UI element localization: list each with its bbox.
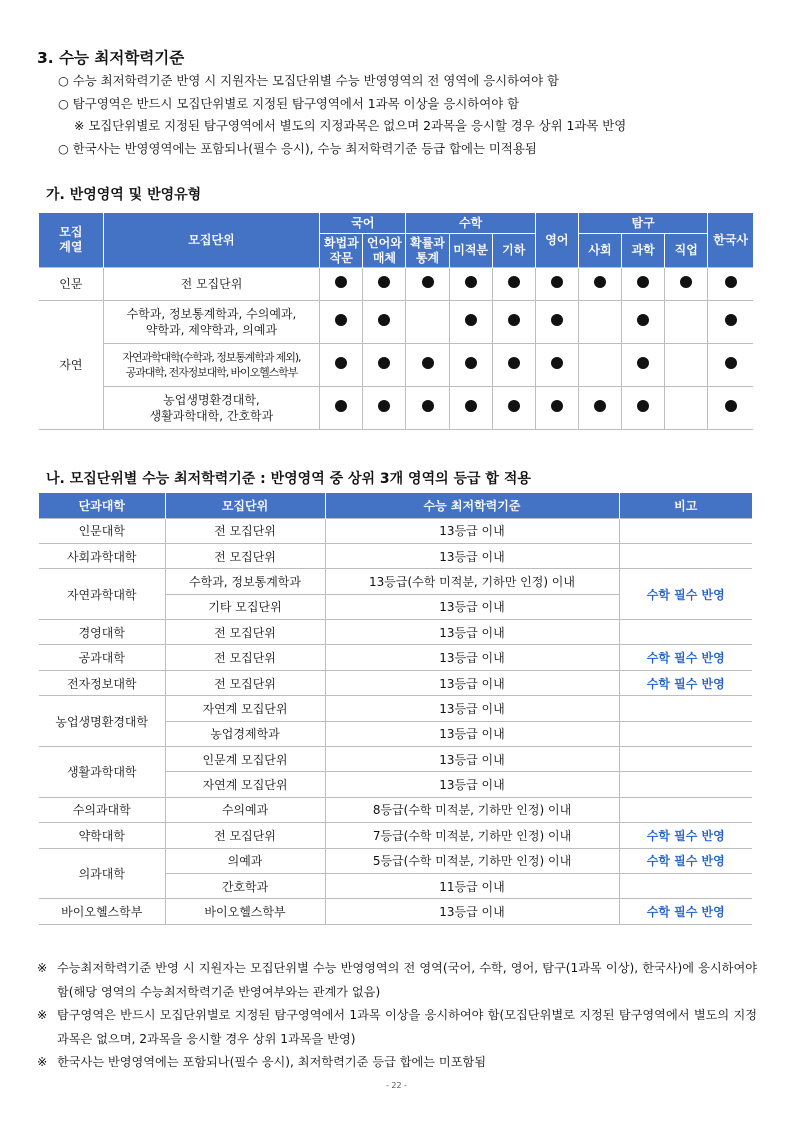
mark-cell <box>535 268 578 301</box>
mark-cell <box>363 387 406 430</box>
criteria-cell: 13등급 이내 <box>325 670 619 695</box>
header-korean-sub: 언어와 매체 <box>363 234 406 268</box>
filled-circle-icon <box>422 357 434 369</box>
criteria-cell: 13등급 이내 <box>325 645 619 670</box>
filled-circle-icon <box>551 400 563 412</box>
note-cell <box>619 543 752 568</box>
college-cell: 경영대학 <box>39 620 165 645</box>
header-math-sub: 확률과 통계 <box>406 234 449 268</box>
footnote-item <box>37 1051 757 1075</box>
table-row <box>39 387 753 430</box>
mark-cell <box>406 387 449 430</box>
mark-cell <box>449 301 492 344</box>
mark-cell <box>320 344 363 387</box>
table-row <box>39 344 753 387</box>
header-history: 한국사 <box>708 213 753 268</box>
college-cell: 약학대학 <box>39 823 165 848</box>
college-cell: 의과대학 <box>39 848 165 899</box>
footnote-text: 탐구영역은 반드시 모집단위별로 지정된 탐구영역에서 1과목 이상을 응시하여야 함(모집단위별로 지정된 탐구영역에서 별도의 지정과목은 없으며, 2과목을 응시할 경우 상위 1과목을 반영) <box>57 1008 757 1046</box>
filled-circle-icon <box>465 276 477 288</box>
note-cell: 수학 필수 반영 <box>619 645 752 670</box>
unit-cell: 수의예과 <box>165 797 325 822</box>
criteria-cell: 11등급 이내 <box>325 873 619 898</box>
criteria-cell: 13등급 이내 <box>325 594 619 619</box>
mark-cell <box>363 268 406 301</box>
criteria-cell: 13등급 이내 <box>325 747 619 772</box>
filled-circle-icon <box>551 276 563 288</box>
note-cell <box>619 518 752 543</box>
unit-cell: 전 모집단위 <box>165 543 325 568</box>
mark-cell <box>708 268 753 301</box>
filled-circle-icon <box>335 357 347 369</box>
table-row <box>39 301 753 344</box>
filled-circle-icon <box>637 400 649 412</box>
reflection-area-table <box>39 212 753 430</box>
unit-cell: 전 모집단위 <box>165 518 325 543</box>
mark-cell <box>578 387 621 430</box>
college-cell: 전자정보대학 <box>39 670 165 695</box>
mark-cell <box>449 387 492 430</box>
criteria-cell: 13등급 이내 <box>325 620 619 645</box>
criteria-cell: 13등급 이내 <box>325 899 619 924</box>
filled-circle-icon <box>422 400 434 412</box>
footnotes <box>37 957 757 1075</box>
header-category: 모집 계열 <box>39 213 103 268</box>
filled-circle-icon <box>378 357 390 369</box>
header-unit: 모집단위 <box>103 213 320 268</box>
mark-cell <box>578 344 621 387</box>
table-row <box>39 569 752 594</box>
table-row <box>39 696 752 721</box>
mark-cell <box>622 268 665 301</box>
criteria-cell: 13등급 이내 <box>325 772 619 797</box>
mark-cell <box>622 387 665 430</box>
table-row <box>39 543 752 568</box>
mark-cell <box>492 387 535 430</box>
filled-circle-icon <box>465 400 477 412</box>
bullet-item: ○ 탐구영역은 반드시 모집단위별로 지정된 탐구영역에서 1과목 이상을 응시하여야 함 <box>58 95 520 111</box>
header-korean-sub: 화법과 작문 <box>320 234 363 268</box>
footnote-text: 한국사는 반영영역에는 포함되나(필수 응시), 최저학력기준 등급 합에는 미포함됨 <box>57 1055 487 1069</box>
mark-cell <box>535 387 578 430</box>
filled-circle-icon <box>508 357 520 369</box>
filled-circle-icon <box>725 400 737 412</box>
filled-circle-icon <box>378 400 390 412</box>
unit-cell: 전 모집단위 <box>165 823 325 848</box>
college-cell: 바이오헬스학부 <box>39 899 165 924</box>
header-inquiry-sub: 사회 <box>578 234 621 268</box>
mark-cell <box>406 301 449 344</box>
mark-cell <box>492 344 535 387</box>
criteria-cell: 7등급(수학 미적분, 기하만 인정) 이내 <box>325 823 619 848</box>
filled-circle-icon <box>508 276 520 288</box>
table-row <box>39 268 753 301</box>
header-korean: 국어 <box>320 213 406 234</box>
mark-cell <box>320 301 363 344</box>
mark-cell <box>449 268 492 301</box>
note-cell <box>619 620 752 645</box>
filled-circle-icon <box>725 276 737 288</box>
table-row <box>39 797 752 822</box>
criteria-cell: 13등급(수학 미적분, 기하만 인정) 이내 <box>325 569 619 594</box>
unit-cell: 수학과, 정보통계학과, 수의예과, 약학과, 제약학과, 의예과 <box>103 301 320 344</box>
table-row <box>39 645 752 670</box>
unit-cell: 전 모집단위 <box>165 645 325 670</box>
header-math-sub: 기하 <box>492 234 535 268</box>
note-cell <box>619 873 752 898</box>
header-math-sub: 미적분 <box>449 234 492 268</box>
reference-mark: ※ <box>37 961 48 975</box>
unit-cell: 간호학과 <box>165 873 325 898</box>
header-note: 비고 <box>619 493 752 518</box>
mark-cell <box>665 387 708 430</box>
filled-circle-icon <box>637 357 649 369</box>
mark-cell <box>665 344 708 387</box>
note-cell <box>619 696 752 721</box>
unit-cell: 자연계 모집단위 <box>165 772 325 797</box>
table-b-title: 나. 모집단위별 수능 최저학력기준 : 반영영역 중 상위 3개 영역의 등급 합 적용 <box>46 471 531 487</box>
unit-cell: 자연계 모집단위 <box>165 696 325 721</box>
mark-cell <box>665 301 708 344</box>
mark-cell <box>535 301 578 344</box>
mark-cell <box>622 301 665 344</box>
mark-cell <box>363 301 406 344</box>
criteria-cell: 5등급(수학 미적분, 기하만 인정) 이내 <box>325 848 619 873</box>
criteria-bullets <box>58 70 626 160</box>
category-cell: 인문 <box>39 268 103 301</box>
criteria-cell: 8등급(수학 미적분, 기하만 인정) 이내 <box>325 797 619 822</box>
unit-cell: 전 모집단위 <box>103 268 320 301</box>
college-cell: 수의과대학 <box>39 797 165 822</box>
header-inquiry: 탐구 <box>578 213 707 234</box>
filled-circle-icon <box>725 314 737 326</box>
criteria-cell: 13등급 이내 <box>325 696 619 721</box>
table-row <box>39 747 752 772</box>
college-cell: 사회과학대학 <box>39 543 165 568</box>
note-cell: 수학 필수 반영 <box>619 670 752 695</box>
bullet-subnote: ※ 모집단위별로 지정된 탐구영역에서 별도의 지정과목은 없으며 2과목을 응시할 경우 상위 1과목 반영 <box>74 118 627 133</box>
header-english: 영어 <box>535 213 578 268</box>
header-criteria: 수능 최저학력기준 <box>325 493 619 518</box>
filled-circle-icon <box>378 314 390 326</box>
college-cell: 공과대학 <box>39 645 165 670</box>
filled-circle-icon <box>465 357 477 369</box>
header-inquiry-sub: 과학 <box>622 234 665 268</box>
mark-cell <box>406 268 449 301</box>
category-cell: 자연 <box>39 301 103 430</box>
header-math: 수학 <box>406 213 535 234</box>
footnote-text: 수능최저학력기준 반영 시 지원자는 모집단위별 수능 반영영역의 전 영역(국어, 수학, 영어, 탐구(1과목 이상), 한국사)에 응시하여야 함(해당 영역의 수능최저학력기준 반영여부와는 관계가 없음) <box>57 961 757 999</box>
footnote-item <box>37 1004 757 1051</box>
mark-cell <box>406 344 449 387</box>
mark-cell <box>578 301 621 344</box>
filled-circle-icon <box>335 400 347 412</box>
mark-cell <box>363 344 406 387</box>
note-cell: 수학 필수 반영 <box>619 899 752 924</box>
filled-circle-icon <box>637 276 649 288</box>
mark-cell <box>622 344 665 387</box>
filled-circle-icon <box>551 314 563 326</box>
filled-circle-icon <box>508 314 520 326</box>
reference-mark: ※ <box>37 1055 48 1069</box>
mark-cell <box>708 387 753 430</box>
mark-cell <box>708 344 753 387</box>
unit-cell: 자연과학대학(수학과, 정보통계학과 제외), 공과대학, 전자정보대학, 바이오헬스학부 <box>103 344 320 387</box>
filled-circle-icon <box>637 314 649 326</box>
table-row <box>39 848 752 873</box>
footnote-item <box>37 957 757 1004</box>
unit-cell: 바이오헬스학부 <box>165 899 325 924</box>
filled-circle-icon <box>508 400 520 412</box>
filled-circle-icon <box>551 357 563 369</box>
college-cell: 자연과학대학 <box>39 569 165 620</box>
table-row <box>39 518 752 543</box>
header-unit: 모집단위 <box>165 493 325 518</box>
filled-circle-icon <box>422 276 434 288</box>
criteria-cell: 13등급 이내 <box>325 518 619 543</box>
table-row <box>39 823 752 848</box>
college-cell: 생활과학대학 <box>39 747 165 798</box>
filled-circle-icon <box>725 357 737 369</box>
reference-mark: ※ <box>37 1008 48 1022</box>
filled-circle-icon <box>594 400 606 412</box>
filled-circle-icon <box>335 314 347 326</box>
header-college: 단과대학 <box>39 493 165 518</box>
unit-cell: 전 모집단위 <box>165 670 325 695</box>
bullet-item: ○ 수능 최저학력기준 반영 시 지원자는 모집단위별 수능 반영영역의 전 영역에 응시하여야 함 <box>58 73 559 88</box>
filled-circle-icon <box>680 276 692 288</box>
unit-cell: 농업경제학과 <box>165 721 325 746</box>
note-cell <box>619 772 752 797</box>
mark-cell <box>320 387 363 430</box>
note-cell: 수학 필수 반영 <box>619 848 752 873</box>
unit-cell: 기타 모집단위 <box>165 594 325 619</box>
table-row <box>39 670 752 695</box>
mark-cell <box>535 344 578 387</box>
college-cell: 인문대학 <box>39 518 165 543</box>
unit-cell: 전 모집단위 <box>165 620 325 645</box>
mark-cell <box>708 301 753 344</box>
note-cell <box>619 797 752 822</box>
filled-circle-icon <box>465 314 477 326</box>
note-cell: 수학 필수 반영 <box>619 823 752 848</box>
table-row <box>39 620 752 645</box>
mark-cell <box>492 268 535 301</box>
header-inquiry-sub: 직업 <box>665 234 708 268</box>
page-number: - 22 - <box>385 1081 408 1090</box>
mark-cell <box>665 268 708 301</box>
mark-cell <box>578 268 621 301</box>
filled-circle-icon <box>335 276 347 288</box>
unit-cell: 수학과, 정보통계학과 <box>165 569 325 594</box>
mark-cell <box>492 301 535 344</box>
unit-cell: 인문계 모집단위 <box>165 747 325 772</box>
section-title: 3. 수능 최저학력기준 <box>37 49 185 67</box>
college-cell: 농업생명환경대학 <box>39 696 165 747</box>
minimum-criteria-table <box>39 493 752 925</box>
unit-cell: 농업생명환경대학, 생활과학대학, 간호학과 <box>103 387 320 430</box>
criteria-cell: 13등급 이내 <box>325 721 619 746</box>
filled-circle-icon <box>378 276 390 288</box>
note-cell <box>619 747 752 772</box>
note-cell <box>619 721 752 746</box>
filled-circle-icon <box>594 276 606 288</box>
note-cell: 수학 필수 반영 <box>619 569 752 620</box>
criteria-cell: 13등급 이내 <box>325 543 619 568</box>
unit-cell: 의예과 <box>165 848 325 873</box>
mark-cell <box>449 344 492 387</box>
mark-cell <box>320 268 363 301</box>
table-a-title: 가. 반영영역 및 반영유형 <box>46 187 202 203</box>
bullet-item: ○ 한국사는 반영영역에는 포함되나(필수 응시), 수능 최저학력기준 등급 합에는 미적용됨 <box>58 140 537 156</box>
table-row <box>39 899 752 924</box>
